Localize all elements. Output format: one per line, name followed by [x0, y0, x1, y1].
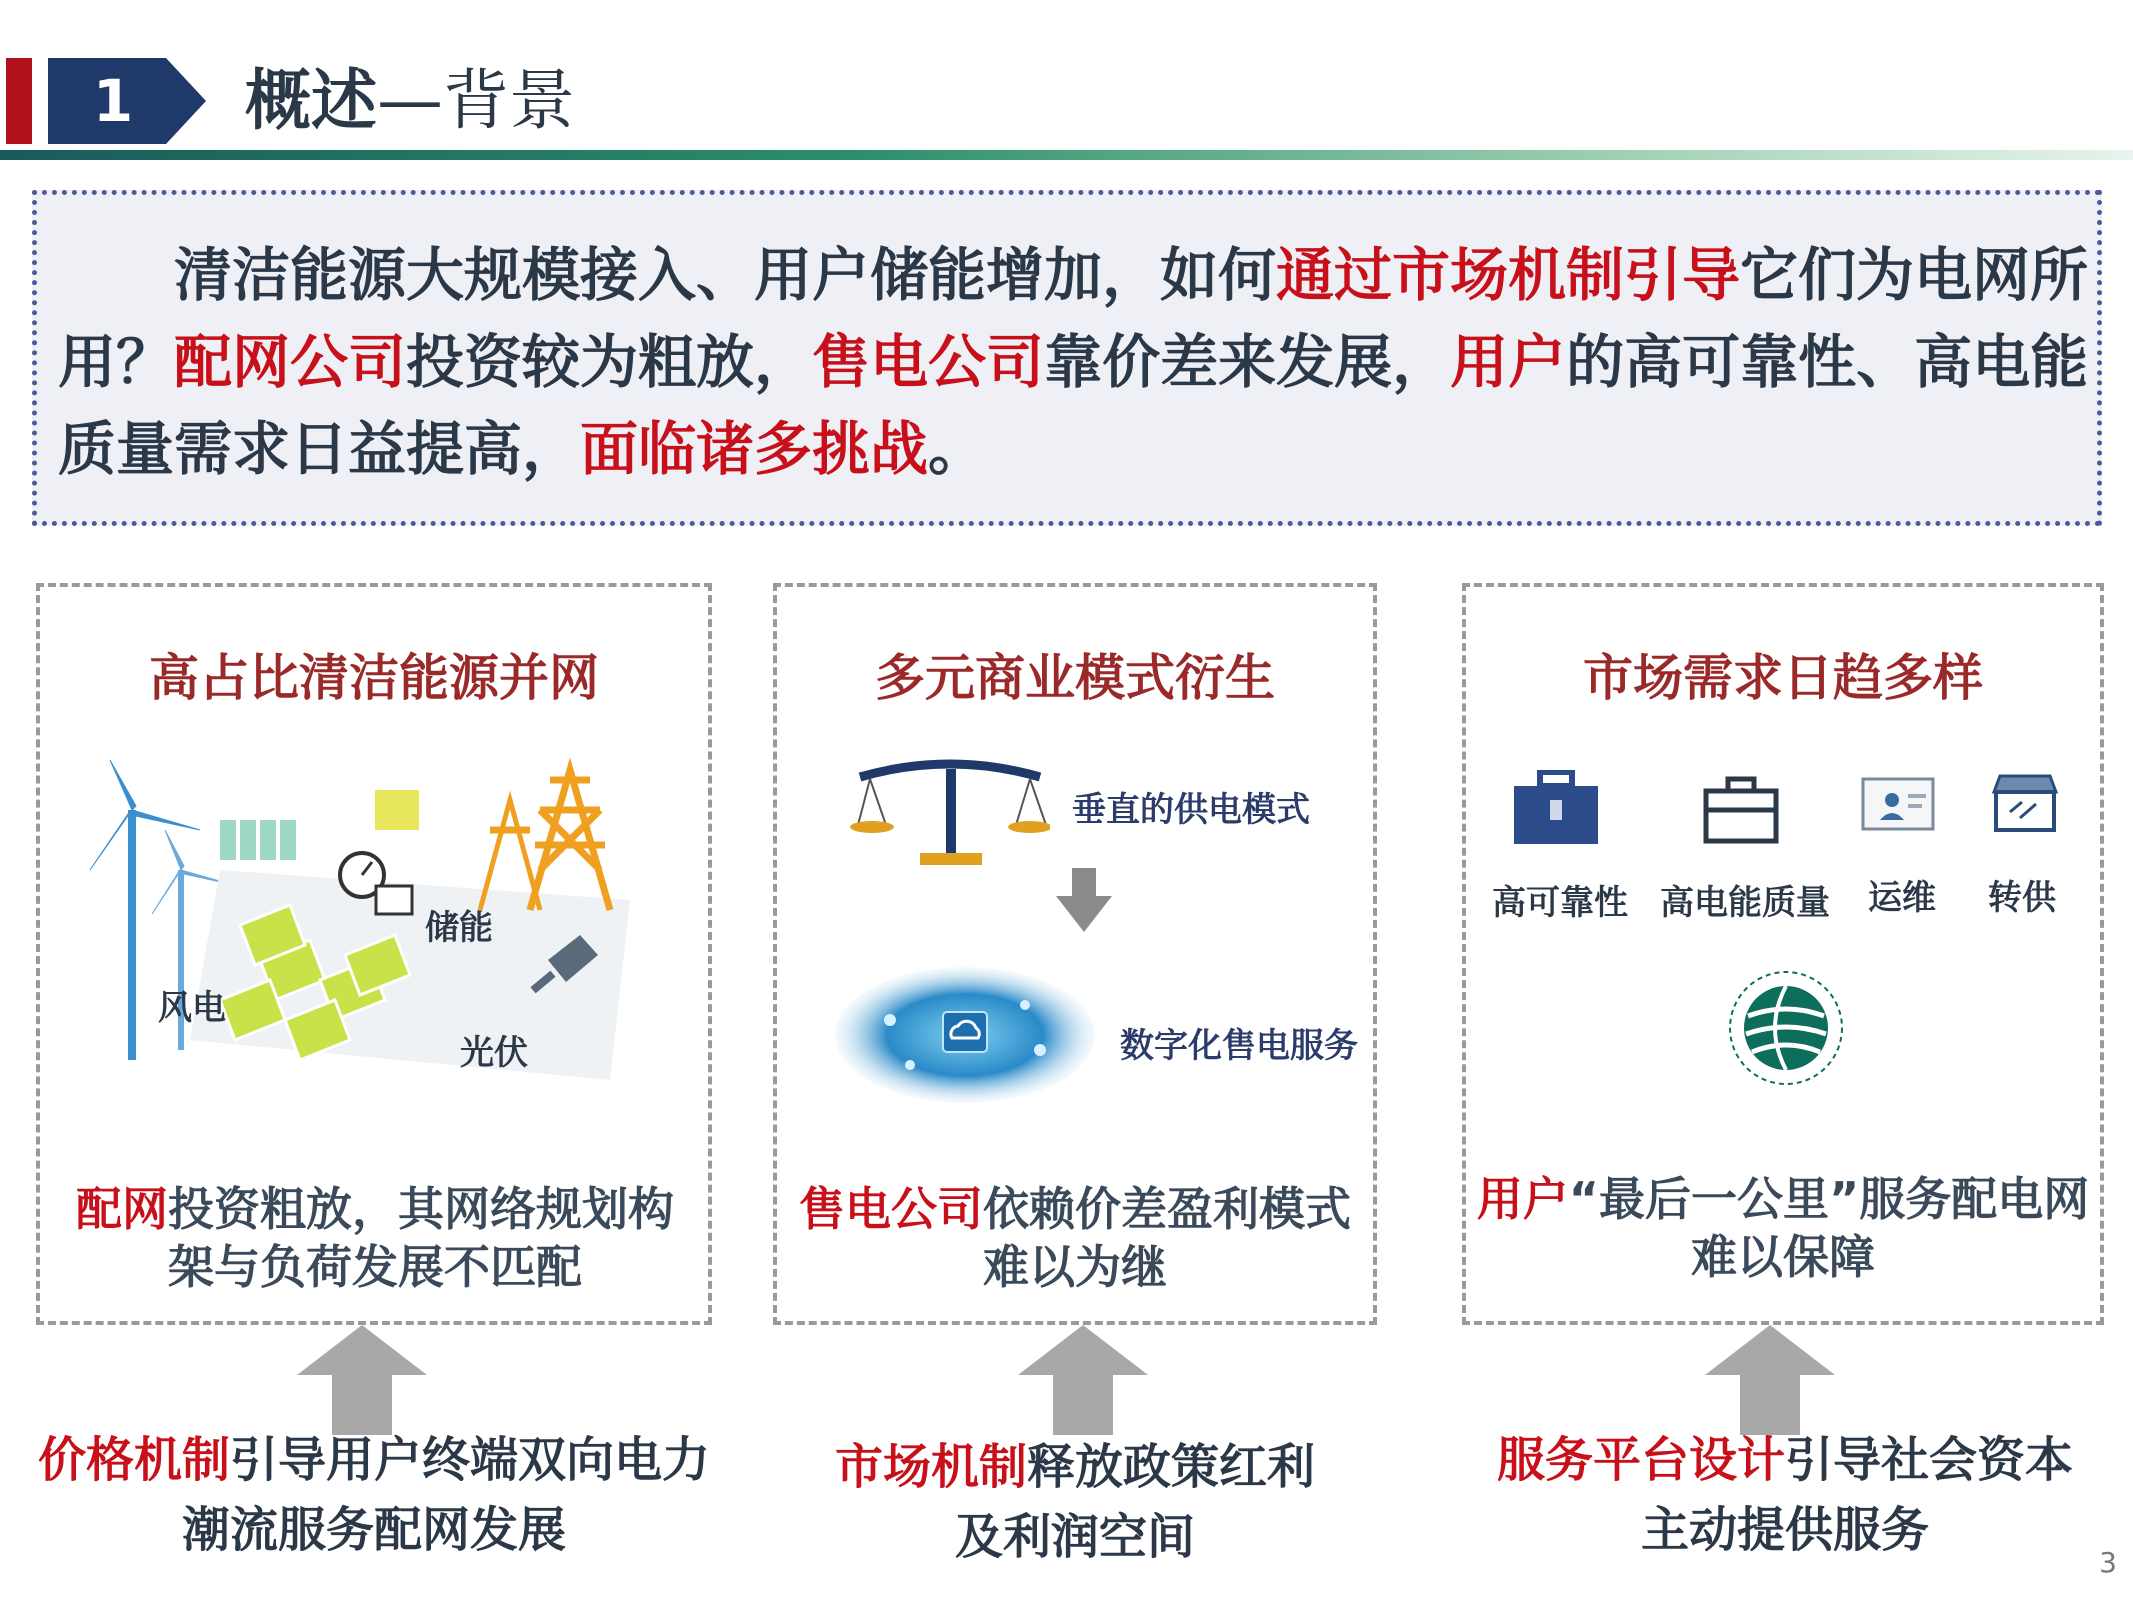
bottom-statement-service: [1480, 1425, 2090, 1565]
title-main: 概述: [245, 62, 377, 139]
balance-scale-icon: [850, 755, 1050, 870]
title-separator: —: [377, 62, 443, 139]
intro-highlight-retail-company: 售电公司: [812, 328, 1045, 396]
intro-highlight-market: 通过市场机制引导: [1276, 241, 1741, 309]
label-high-reliability: 高可靠性: [1492, 883, 1628, 923]
intro-highlight-grid-company: 配网公司: [174, 328, 407, 396]
label-maintenance: 运维: [1868, 878, 1936, 918]
title-sub: 背景: [443, 62, 575, 139]
up-arrow-icon: [297, 1325, 427, 1435]
energy-illustration: [70, 750, 670, 1090]
bottom-text-service: 引导社会资本主动提供服务: [1640, 1432, 2074, 1558]
header-accent-bar: [6, 58, 32, 144]
label-vertical-supply: 垂直的供电模式: [1072, 790, 1310, 830]
label-transfer-supply: 转供: [1988, 878, 2056, 918]
intro-text-6: 。: [928, 415, 987, 483]
foot-highlight-user: 用户: [1476, 1172, 1569, 1226]
panel-foot-clean-energy: [70, 1180, 680, 1296]
foot-text-retail: 依赖价差盈利模式难以为继: [983, 1182, 1351, 1294]
intro-paragraph: [58, 232, 2098, 493]
intro-highlight-challenge: 面临诸多挑战: [580, 415, 929, 483]
up-arrow-icon: [1018, 1325, 1148, 1435]
foot-text-user: “最后一公里”服务配电网难以保障: [1568, 1172, 2090, 1284]
panel-foot-business-model: [795, 1180, 1355, 1296]
bottom-highlight-price: 价格机制: [37, 1432, 230, 1488]
intro-highlight-user: 用户: [1450, 328, 1567, 396]
intro-text-3: 投资较为粗放，: [406, 328, 813, 396]
storefront-icon: [1990, 772, 2060, 834]
monitor-user-icon: [1860, 776, 1936, 832]
panel-foot-market-demand: [1475, 1170, 2091, 1286]
bottom-text-price: 引导用户终端双向电力潮流服务配网发展: [181, 1432, 711, 1558]
up-arrow-icon: [1705, 1325, 1835, 1435]
section-number: 1: [92, 67, 134, 135]
down-arrow-icon: [1056, 868, 1112, 932]
bottom-statement-market: [820, 1432, 1330, 1572]
transmission-tower-icon: [480, 770, 610, 910]
panel-title-market-demand: 市场需求日趋多样: [1583, 649, 1983, 707]
intro-text-5: 的高可靠性、高电能质量需求日益提高，: [58, 328, 2089, 483]
panel-title-clean-energy: 高占比清洁能源并网: [149, 649, 599, 707]
cloud-service-icon: [830, 960, 1100, 1110]
bottom-highlight-service: 服务平台设计: [1496, 1432, 1785, 1488]
panel-title-business-model: 多元商业模式衍生: [875, 649, 1275, 707]
foot-highlight-retail: 售电公司: [799, 1182, 983, 1236]
label-wind: 风电: [158, 988, 226, 1028]
bottom-text-market: 释放政策红利及利润空间: [954, 1439, 1316, 1565]
label-solar: 光伏: [460, 1033, 528, 1073]
bottom-highlight-market: 市场机制: [834, 1439, 1027, 1495]
briefcase-outline-icon: [1702, 776, 1780, 844]
foot-text-grid: 投资粗放，其网络规划构架与负荷发展不匹配: [168, 1182, 674, 1294]
intro-text-4: 靠价差来发展，: [1044, 328, 1451, 396]
header-divider: [0, 150, 2133, 160]
foot-highlight-grid: 配网: [76, 1182, 168, 1236]
page-title: [245, 56, 575, 146]
state-grid-logo: [1708, 958, 1868, 1110]
battery-icon: [220, 790, 419, 860]
intro-text-1: 清洁能源大规模接入、用户储能增加，如何: [174, 241, 1277, 309]
intro-text-2: 它们为电网所用？: [58, 241, 2089, 396]
page-number: 3: [2099, 1546, 2117, 1579]
bottom-statement-price: [36, 1425, 712, 1565]
label-digital-retail: 数字化售电服务: [1120, 1026, 1358, 1066]
briefcase-solid-icon: [1512, 770, 1600, 846]
label-power-quality: 高电能质量: [1660, 883, 1830, 923]
label-storage: 储能: [425, 908, 493, 948]
